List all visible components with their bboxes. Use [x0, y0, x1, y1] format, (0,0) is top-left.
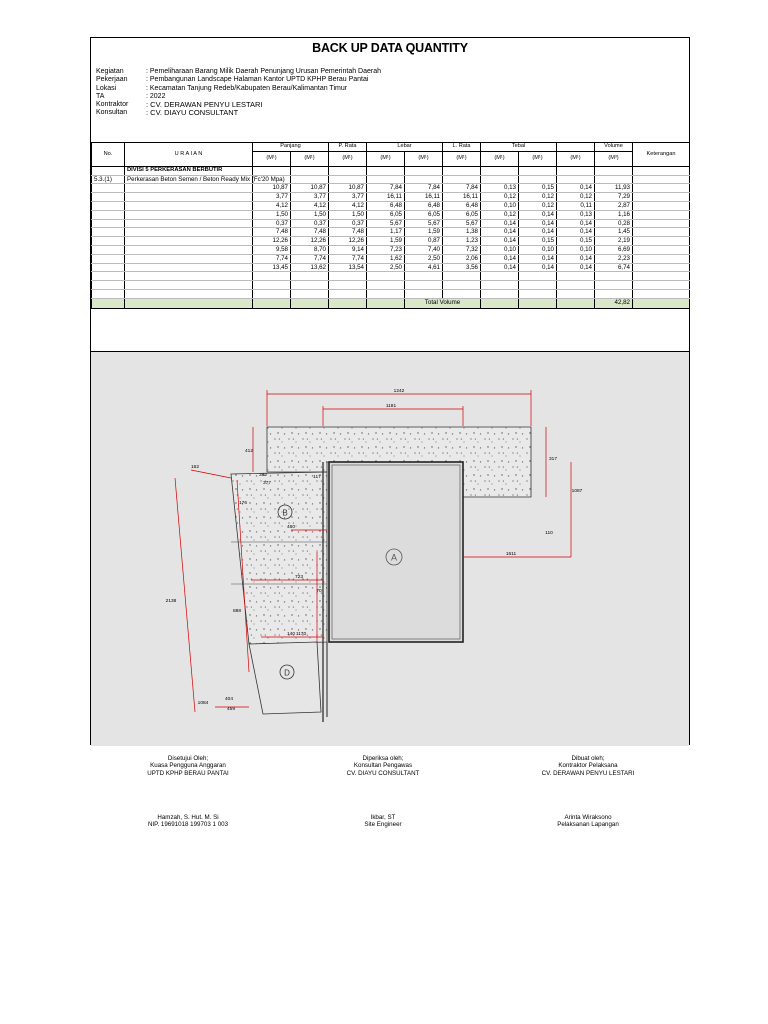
- table-cell: 0,10: [481, 201, 519, 210]
- table-cell: 7,84: [405, 184, 443, 193]
- total-value: 42,82: [595, 298, 633, 308]
- dimension-label: 110: [545, 531, 553, 536]
- table-row: [92, 228, 690, 237]
- table-cell: 7,48: [291, 228, 329, 237]
- table-cell: 7,48: [329, 228, 367, 237]
- unit-cell: (M¹): [291, 151, 329, 166]
- table-cell: 0,12: [557, 193, 595, 202]
- table-cell: 0,14: [557, 228, 595, 237]
- dimension-label: 377: [262, 481, 272, 486]
- table-cell: 2,50: [405, 254, 443, 263]
- table-cell: 0,14: [519, 228, 557, 237]
- table-cell: 6,05: [443, 210, 481, 219]
- table-cell: 0,14: [519, 219, 557, 228]
- table-row: [92, 289, 690, 298]
- table-cell: 0,11: [557, 201, 595, 210]
- sig-role: Disetujui Oleh;: [167, 755, 209, 762]
- table-row: [92, 245, 690, 254]
- info-value: : 2022: [146, 92, 166, 100]
- dimension-label: 460: [286, 525, 296, 530]
- table-cell: 13,54: [329, 263, 367, 272]
- project-info: [96, 68, 381, 118]
- table-cell: 10,87: [329, 184, 367, 193]
- unit-cell: (M¹): [557, 151, 595, 166]
- dimension-label: 459: [226, 707, 236, 712]
- table-cell: 11,93: [595, 184, 633, 193]
- table-cell: 1,16: [595, 210, 633, 219]
- table-cell: 12,26: [253, 237, 291, 246]
- table-cell: 0,37: [291, 219, 329, 228]
- dimension-label: 1087: [571, 489, 583, 494]
- unit-cell: (M¹): [519, 151, 557, 166]
- table-cell: 1,59: [405, 228, 443, 237]
- table-row: [92, 184, 690, 193]
- table-cell: 1,62: [367, 254, 405, 263]
- signer-name: Ikbar, ST: [370, 814, 396, 821]
- table-cell: 1,50: [253, 210, 291, 219]
- table-cell: 13,62: [291, 263, 329, 272]
- header-no: No.: [92, 143, 125, 167]
- table-cell: 16,11: [367, 193, 405, 202]
- header-l-rata: L. Rata: [443, 143, 481, 152]
- signature-block-3: [488, 755, 688, 777]
- table-cell: 7,48: [253, 228, 291, 237]
- table-row: [92, 281, 690, 290]
- table-cell: 1,38: [443, 228, 481, 237]
- label-b: B: [282, 508, 288, 518]
- signer-id: Site Engineer: [364, 821, 402, 829]
- signer-id: NIP. 19691018 199703 1 003: [147, 821, 229, 829]
- dimension-label: 1181: [385, 404, 397, 409]
- table-cell: 1,59: [367, 237, 405, 246]
- table-cell: 2,50: [367, 263, 405, 272]
- table-cell: 0,13: [557, 210, 595, 219]
- table-cell: 0,10: [481, 245, 519, 254]
- sig-org: CV. DIAYU CONSULTANT: [346, 769, 420, 777]
- info-value: : CV. DERAWAN PENYU LESTARI: [146, 100, 263, 110]
- table-cell: 4,12: [253, 201, 291, 210]
- dimension-label: 2138: [165, 599, 177, 604]
- table-cell: 4,12: [329, 201, 367, 210]
- dimension-label: 1611: [505, 552, 517, 557]
- item-no: 5.3.(1): [92, 175, 125, 184]
- dimension-label: 70: [316, 589, 322, 594]
- table-cell: 5,67: [443, 219, 481, 228]
- info-key: Kegiatan: [96, 68, 124, 75]
- table-row: [92, 272, 690, 281]
- table-cell: 0,14: [519, 210, 557, 219]
- area-d: [249, 642, 321, 714]
- header-panjang: Panjang: [253, 143, 329, 152]
- table-cell: 0,14: [557, 219, 595, 228]
- sig-role: Dibuat oleh;: [571, 755, 605, 762]
- total-label: Total Volume: [405, 298, 481, 308]
- dimension-label: 1242: [393, 389, 405, 394]
- dimension-label: 412: [244, 449, 254, 454]
- signer-2: [283, 814, 483, 829]
- signer-3: [488, 814, 688, 829]
- header-uraian: U R A I A N: [125, 143, 253, 167]
- table-cell: 16,11: [443, 193, 481, 202]
- unit-cell: (M¹): [443, 151, 481, 166]
- table-row: [92, 237, 690, 246]
- dimension-label: 140: [286, 632, 296, 637]
- table-cell: 7,74: [329, 254, 367, 263]
- table-cell: [92, 166, 125, 175]
- unit-cell: (M¹): [253, 151, 291, 166]
- dimension-label: 162: [190, 465, 200, 470]
- table-cell: 6,48: [443, 201, 481, 210]
- table-cell: 1,50: [329, 210, 367, 219]
- table-cell: 1,23: [443, 237, 481, 246]
- info-key: Lokasi: [96, 84, 117, 92]
- table-cell: 0,10: [519, 245, 557, 254]
- table-cell: 16,11: [405, 193, 443, 202]
- table-cell: 0,15: [519, 237, 557, 246]
- label-a: A: [390, 552, 398, 563]
- table-cell: 7,84: [367, 184, 405, 193]
- table-cell: 0,14: [481, 237, 519, 246]
- table-cell: 6,05: [405, 210, 443, 219]
- table-cell: 7,74: [291, 254, 329, 263]
- table-cell: 1,45: [595, 228, 633, 237]
- dimension-label: 117: [313, 475, 321, 480]
- signer-name: Arinta Wiraksono: [564, 814, 612, 821]
- table-cell: 12,26: [291, 237, 329, 246]
- table-cell: 0,14: [481, 263, 519, 272]
- table-cell: 0,12: [481, 210, 519, 219]
- table-cell: 10,87: [291, 184, 329, 193]
- table-cell: 2,23: [595, 254, 633, 263]
- table-cell: 7,40: [405, 245, 443, 254]
- sig-title: Kuasa Pengguna Anggaran: [150, 762, 226, 770]
- dimension-label: 888: [232, 609, 242, 614]
- table-cell: 9,58: [253, 245, 291, 254]
- quantity-sheet: [90, 37, 690, 745]
- signature-block-2: [283, 755, 483, 777]
- table-cell: 0,37: [329, 219, 367, 228]
- table-cell: 7,74: [253, 254, 291, 263]
- table-cell: 5,67: [367, 219, 405, 228]
- info-key: Kontraktor: [96, 101, 129, 109]
- dimension-label: 404: [224, 697, 234, 702]
- table-cell: 2,19: [595, 237, 633, 246]
- dimension-label: 317: [548, 457, 558, 462]
- table-row: [92, 219, 690, 228]
- info-key: TA: [96, 92, 105, 100]
- header-blank: [557, 143, 595, 152]
- unit-cell: (M¹): [329, 151, 367, 166]
- info-value: : Kecamatan Tanjung Redeb/Kabupaten Berau/Kalimantan Timur: [146, 84, 348, 92]
- table-cell: 13,45: [253, 263, 291, 272]
- table-cell: 2,87: [595, 201, 633, 210]
- table-cell: 3,56: [443, 263, 481, 272]
- table-row: [92, 201, 690, 210]
- table-cell: 0,15: [557, 237, 595, 246]
- sig-org: UPTD KPHP BERAU PANTAI: [147, 769, 229, 777]
- unit-cell: (M¹): [405, 151, 443, 166]
- info-key: Pekerjaan: [96, 76, 128, 84]
- table-cell: 10,87: [253, 184, 291, 193]
- table-cell: 0,14: [481, 228, 519, 237]
- table-cell: 0,87: [405, 237, 443, 246]
- signer-1: [88, 814, 288, 829]
- quantity-table: [91, 142, 690, 309]
- table-cell: 0,10: [557, 245, 595, 254]
- item-description: Perkerasan Beton Semen / Beton Ready Mix (Fc'20 Mpa): [125, 175, 253, 184]
- page-title: BACK UP DATA QUANTITY: [312, 41, 468, 55]
- table-row: [92, 210, 690, 219]
- site-plan-drawing: [91, 351, 689, 746]
- table-cell: 0,28: [595, 219, 633, 228]
- info-value: : CV. DIAYU CONSULTANT: [146, 108, 239, 118]
- table-cell: 1,17: [367, 228, 405, 237]
- table-cell: 0,37: [253, 219, 291, 228]
- table-cell: 1,50: [291, 210, 329, 219]
- table-cell: 4,12: [291, 201, 329, 210]
- header-volume: Volume: [595, 143, 633, 152]
- table-cell: 0,14: [481, 254, 519, 263]
- table-cell: 0,12: [519, 201, 557, 210]
- signature-block-1: [88, 755, 288, 777]
- unit-cell: (M¹): [481, 151, 519, 166]
- signer-id: Pelaksanan Lapangan: [557, 821, 619, 829]
- table-cell: 0,14: [557, 184, 595, 193]
- header-lebar: Lebar: [367, 143, 443, 152]
- table-cell: 3,77: [291, 193, 329, 202]
- dimension-label: 1170: [295, 632, 307, 637]
- label-d: D: [284, 668, 290, 678]
- unit-cell: (M¹): [367, 151, 405, 166]
- table-cell: 0,14: [519, 254, 557, 263]
- dimension-label: 1084: [197, 701, 209, 706]
- total-row: [92, 298, 690, 308]
- table-cell: 6,48: [405, 201, 443, 210]
- table-cell: 6,48: [367, 201, 405, 210]
- table-cell: 0,14: [519, 263, 557, 272]
- sig-title: Kontraktor Pelaksana: [558, 762, 618, 770]
- table-cell: 6,74: [595, 263, 633, 272]
- unit-cell: (M³): [595, 151, 633, 166]
- table-cell: 0,15: [519, 184, 557, 193]
- table-row: [92, 263, 690, 272]
- section-title: DIVISI 5 PERKERASAN BERBUTIR: [125, 166, 253, 175]
- header-p-rata: P. Rata: [329, 143, 367, 152]
- table-cell: 0,12: [519, 193, 557, 202]
- table-cell: 0,14: [481, 219, 519, 228]
- table-cell: 9,14: [329, 245, 367, 254]
- table-cell: 7,23: [367, 245, 405, 254]
- sig-org: CV. DERAWAN PENYU LESTARI: [541, 769, 635, 777]
- table-cell: 4,61: [405, 263, 443, 272]
- table-cell: 6,05: [367, 210, 405, 219]
- table-cell: 3,77: [253, 193, 291, 202]
- table-cell: 8,70: [291, 245, 329, 254]
- table-row: [92, 254, 690, 263]
- dimension-label: 382: [258, 473, 268, 478]
- table-cell: 0,12: [481, 193, 519, 202]
- info-value: : Pembangunan Landscape Halaman Kantor UPTD KPHP Berau Pantai: [146, 76, 369, 84]
- table-cell: 7,32: [443, 245, 481, 254]
- table-cell: 7,29: [595, 193, 633, 202]
- info-value: : Pemeliharaan Barang Milik Daerah Penunjang Urusan Pemerintah Daerah: [146, 68, 382, 75]
- info-key: Konsultan: [96, 109, 128, 117]
- site-plan-svg: [91, 352, 689, 746]
- dimension-label: 723: [294, 575, 304, 580]
- sig-title: Konsultan Pengawas: [353, 762, 413, 770]
- sig-role: Diperiksa oleh;: [362, 755, 404, 762]
- table-cell: 0,14: [557, 254, 595, 263]
- table-cell: 12,26: [329, 237, 367, 246]
- table-cell: 5,67: [405, 219, 443, 228]
- table-row: [92, 193, 690, 202]
- table-cell: 6,69: [595, 245, 633, 254]
- header-tebal: Tebal: [481, 143, 557, 152]
- signer-name: Hamzah, S. Hut. M. Si: [157, 814, 219, 821]
- header-keterangan: Keterangan: [633, 143, 690, 167]
- table-cell: 3,77: [329, 193, 367, 202]
- table-cell: 7,84: [443, 184, 481, 193]
- table-cell: 0,13: [481, 184, 519, 193]
- table-cell: 2,06: [443, 254, 481, 263]
- table-cell: 0,14: [557, 263, 595, 272]
- dimension-label: 176: [238, 501, 248, 506]
